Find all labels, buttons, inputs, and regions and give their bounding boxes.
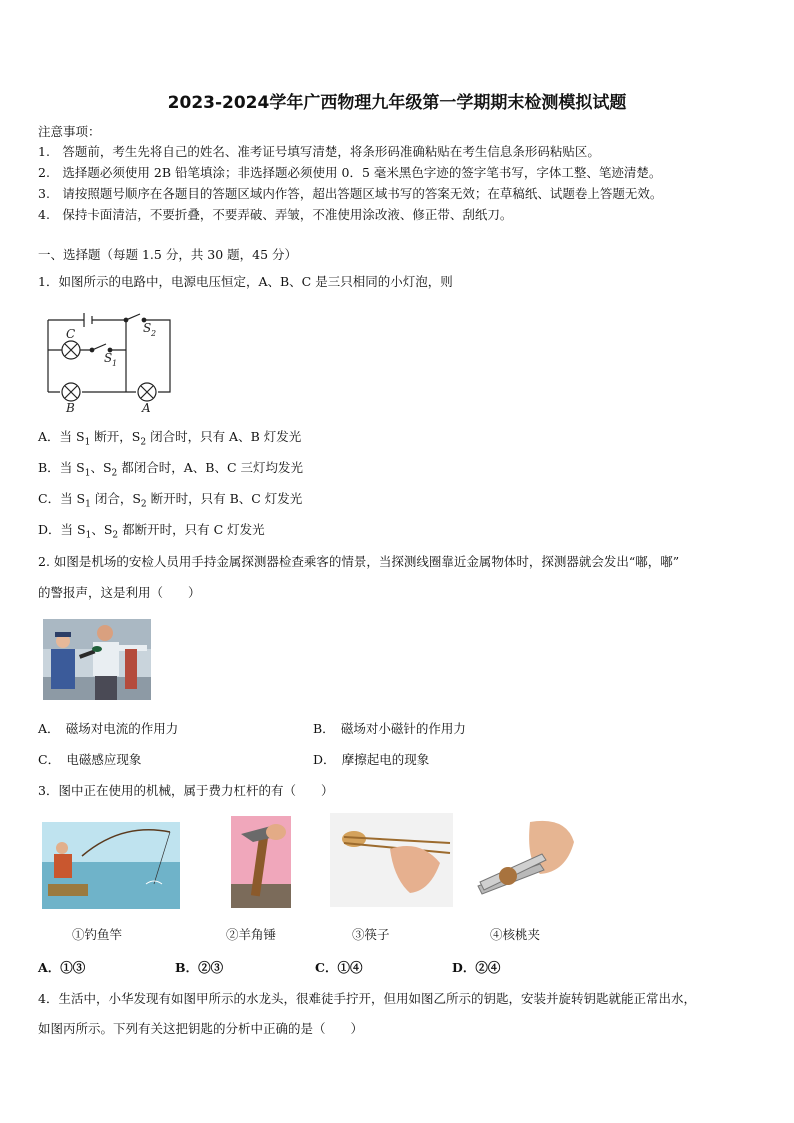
q1-stem: 1．如图所示的电路中，电源电压恒定，A、B、C 是三只相同的小灯泡，则 <box>38 274 453 289</box>
q3-option-d[interactable]: D．②④ <box>452 960 501 975</box>
page-title: 2023-2024学年广西物理九年级第一学期期末检测模拟试题 <box>167 93 627 113</box>
fishing-rod-image <box>42 822 180 909</box>
q2-option-d[interactable]: D． 摩擦起电的现象 <box>313 752 430 767</box>
q4-stem-line1: 4．生活中，小华发现有如图甲所示的水龙头，很难徒手拧开，但用如图乙所示的钥匙，安装并旋转钥匙就能正常出水， <box>38 991 696 1006</box>
label-a: A <box>142 401 151 414</box>
q3-option-a[interactable]: A．①③ <box>38 960 86 975</box>
label-s2: S <box>143 321 152 335</box>
notice-item: 2. 选择题必须使用 2B 铅笔填涂；非选择题必须使用 0．5 毫米黑色字迹的签字笔书写，字体工整、笔迹清楚。 <box>38 165 662 180</box>
q2-stem-line1: 2. 如图是机场的安检人员用手持金属探测器检查乘客的情景，当探测线圈靠近金属物体时，探测器就会发出“嘟，嘟” <box>38 554 680 569</box>
label-s1-sub: 1 <box>112 359 118 368</box>
q2-option-c[interactable]: C． 电磁感应现象 <box>38 752 142 767</box>
label-s2-sub: 2 <box>151 329 157 338</box>
q1-option-c[interactable]: C．当 $S_1$ 闭合，$S_2$ 断开时，只有 B、C 灯发光 <box>38 491 303 510</box>
notice-heading: 注意事项： <box>38 124 101 139</box>
caption-nutcracker: ④核桃夹 <box>490 927 541 942</box>
q2-option-a[interactable]: A． 磁场对电流的作用力 <box>38 721 179 736</box>
caption-fishing-rod: ①钓鱼竿 <box>72 927 123 942</box>
caption-claw-hammer: ②羊角锤 <box>226 927 277 942</box>
chopsticks-image <box>330 813 453 907</box>
security-check-photo <box>43 619 151 700</box>
caption-chopsticks: ③筷子 <box>352 927 390 942</box>
claw-hammer-image <box>231 816 291 908</box>
q1-option-a[interactable]: A．当 $S_1$ 断开，$S_2$ 闭合时，只有 A、B 灯发光 <box>38 429 302 448</box>
q3-stem: 3．图中正在使用的机械，属于费力杠杆的有（ ） <box>38 783 334 798</box>
label-s1: S <box>104 351 113 365</box>
q3-option-c[interactable]: C．①④ <box>315 960 363 975</box>
nutcracker-image <box>470 812 578 908</box>
section-heading: 一、选择题（每题 1.5 分，共 30 题，45 分） <box>38 247 298 262</box>
label-c: C <box>66 327 76 341</box>
label-b: B <box>66 401 75 414</box>
q1-option-b[interactable]: B．当 $S_1$、$S_2$ 都闭合时，A、B、C 三灯均发光 <box>38 460 304 479</box>
q1-option-d[interactable]: D．当 $S_1$、$S_2$ 都断开时，只有 C 灯发光 <box>38 522 265 541</box>
notice-item: 1. 答题前，考生先将自己的姓名、准考证号填写清楚，将条形码准确粘贴在考生信息条形码粘贴区。 <box>38 144 600 159</box>
q4-stem-line2: 如图丙所示。下列有关这把钥匙的分析中正确的是（ ） <box>38 1021 364 1036</box>
q2-option-b[interactable]: B． 磁场对小磁针的作用力 <box>313 721 466 736</box>
q1-circuit-diagram <box>40 304 175 414</box>
q2-stem-line2: 的警报声，这是利用（ ） <box>38 585 201 600</box>
notice-item: 4. 保持卡面清洁，不要折叠，不要弄破、弄皱，不准使用涂改液、修正带、刮纸刀。 <box>38 207 513 222</box>
notice-item: 3. 请按照题号顺序在各题目的答题区域内作答，超出答题区域书写的答案无效；在草稿纸、试题卷上答题无效。 <box>38 186 663 201</box>
q3-option-b[interactable]: B．②③ <box>175 960 224 975</box>
